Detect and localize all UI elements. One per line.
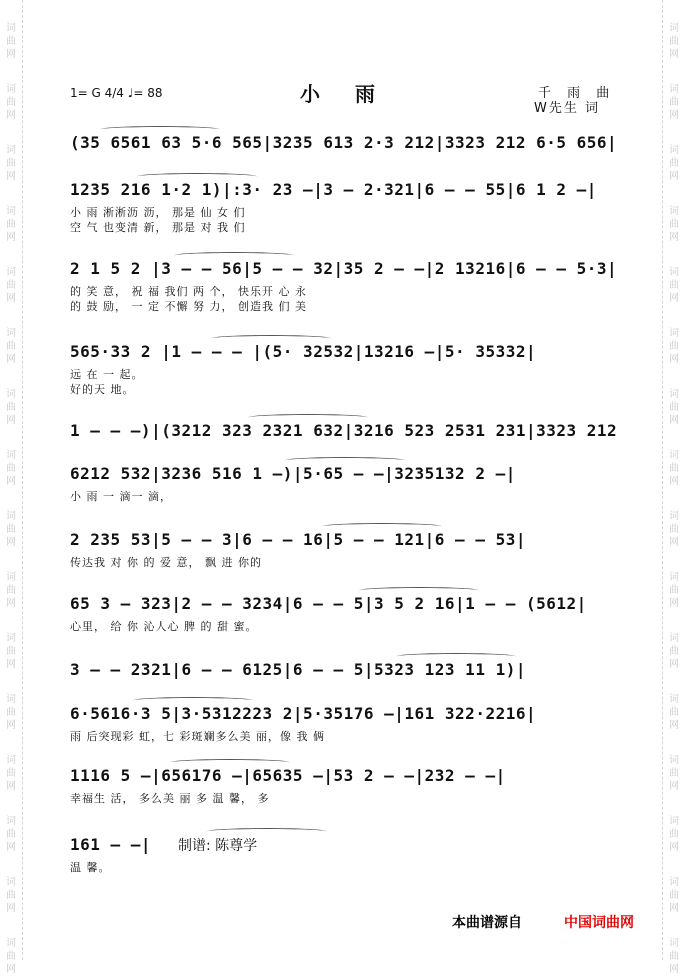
watermark-text: 词 曲 网 [669,23,679,60]
watermark-text: 词 曲 网 [6,755,16,792]
watermark-text: 词 曲 网 [6,633,16,670]
lyric-line: 心里， 给 你 沁人心 脾 的 甜 蜜。 [70,620,258,633]
watermark-text: 词 曲 网 [6,572,16,609]
score-notes-line: 65 3 — 323|2 — — 3234|6 — — 5|3 5 2 16|1 — — (5612| [70,594,587,613]
lyric-line: 传达我 对 你 的 爱 意， 飘 进 你的 [70,556,262,569]
lyric-line: 小 雨 淅淅沥 沥， 那是 仙 女 们 [70,206,246,219]
watermark-text: 词 曲 网 [6,450,16,487]
watermark-text: 词 曲 网 [6,389,16,426]
score-notes-line: 2 235 53|5 — — 3|6 — — 16|5 — — 121|6 — — 53| [70,530,526,549]
slur-mark [174,252,294,259]
watermark-column-left [0,0,23,975]
watermark-text: 词 曲 网 [6,816,16,853]
slur-mark [170,759,290,766]
watermark-text: 词 曲 网 [6,877,16,914]
watermark-text: 词 曲 网 [6,328,16,365]
slur-mark [137,173,257,180]
watermark-text: 词 曲 网 [6,511,16,548]
watermark-text: 词 曲 网 [669,633,679,670]
slur-mark [322,523,442,530]
score-notes-line: 1116 5 —|656176 —|65635 —|53 2 — —|232 — —| [70,766,506,785]
score-notes-line: 161 — —| [70,835,152,854]
score-maker: 制谱: 陈尊学 [178,838,258,854]
slur-mark [133,697,253,704]
watermark-text: 词 曲 网 [669,694,679,731]
lyric-line: 温 馨。 [70,861,111,874]
watermark-text: 词 曲 网 [669,816,679,853]
watermark-text: 词 曲 网 [6,938,16,975]
lyric-line: 空 气 也变清 新， 那是 对 我 们 [70,221,246,234]
slur-mark [100,126,220,133]
lyric-line: 的 笑 意， 祝 福 我们 两 个， 快乐开 心 永 [70,285,307,298]
watermark-text: 词 曲 网 [6,23,16,60]
site-link[interactable]: 中国词曲网 [564,915,634,931]
score-notes-line: (35 6561 63 5·6 565|3235 613 2·3 212|3323 212 6·5 656| [70,133,618,152]
song-title: 小 雨 [300,82,389,106]
watermark-text: 词 曲 网 [6,694,16,731]
watermark-text: 词 曲 网 [6,84,16,121]
slur-mark [211,335,331,342]
slur-mark [396,653,516,660]
source-label: 本曲谱源自 [452,915,522,931]
score-notes-line: 6212 532|3236 516 1 —)|5·65 — —|3235132 2 —| [70,464,516,483]
score-notes-line: 565·33 2 |1 — — — |(5· 32532|13216 —|5· 35332| [70,342,537,361]
watermark-text: 词 曲 网 [669,389,679,426]
key-signature: 1= G 4/4 ♩= 88 [70,86,163,100]
lyric-line: 小 雨 一 滴一 滴， [70,490,172,503]
watermark-text: 词 曲 网 [669,450,679,487]
lyric-line: 雨 后突现彩 虹，七 彩斑斓多么美 丽，像 我 俩 [70,730,325,743]
watermark-text: 词 曲 网 [669,206,679,243]
composer-credit: 千 雨 曲 [538,86,616,101]
lyric-line: 的 鼓 励， 一 定 不懈 努 力， 创造我 们 美 [70,300,307,313]
watermark-text: 词 曲 网 [669,267,679,304]
watermark-column-right [662,0,685,975]
score-notes-line: 1 — — —)|(3212 323 2321 632|3216 523 2531 231|3323 212 [70,421,618,440]
score-notes-line: 2 1 5 2 |3 — — 56|5 — — 32|35 2 — —|2 13216|6 — — 5·3| [70,259,618,278]
watermark-text: 词 曲 网 [669,877,679,914]
lyric-line: 幸福生 活， 多么美 丽 多 温 馨， 多 [70,792,270,805]
watermark-text: 词 曲 网 [669,511,679,548]
score-notes-line: 3 — — 2321|6 — — 6125|6 — — 5|5323 123 11 1)| [70,660,526,679]
watermark-text: 词 曲 网 [669,84,679,121]
score-notes-line: 6·5616·3 5|3·5312223 2|5·35176 —|161 322·2216| [70,704,537,723]
lyricist-credit: W先生 词 [534,101,600,116]
watermark-text: 词 曲 网 [669,938,679,975]
watermark-text: 词 曲 网 [6,267,16,304]
slur-mark [285,457,405,464]
lyric-line: 远 在 一 起。 [70,368,144,381]
watermark-text: 词 曲 网 [669,572,679,609]
slur-mark [248,414,368,421]
score-notes-line: 1235 216 1·2 1)|:3· 23 —|3 — 2·321|6 — — 55|6 1 2 —| [70,180,597,199]
watermark-text: 词 曲 网 [669,145,679,182]
watermark-text: 词 曲 网 [669,328,679,365]
slur-mark [207,828,327,835]
watermark-text: 词 曲 网 [6,145,16,182]
slur-mark [359,587,479,594]
watermark-text: 词 曲 网 [669,755,679,792]
lyric-line: 好的天 地。 [70,383,135,396]
watermark-text: 词 曲 网 [6,206,16,243]
